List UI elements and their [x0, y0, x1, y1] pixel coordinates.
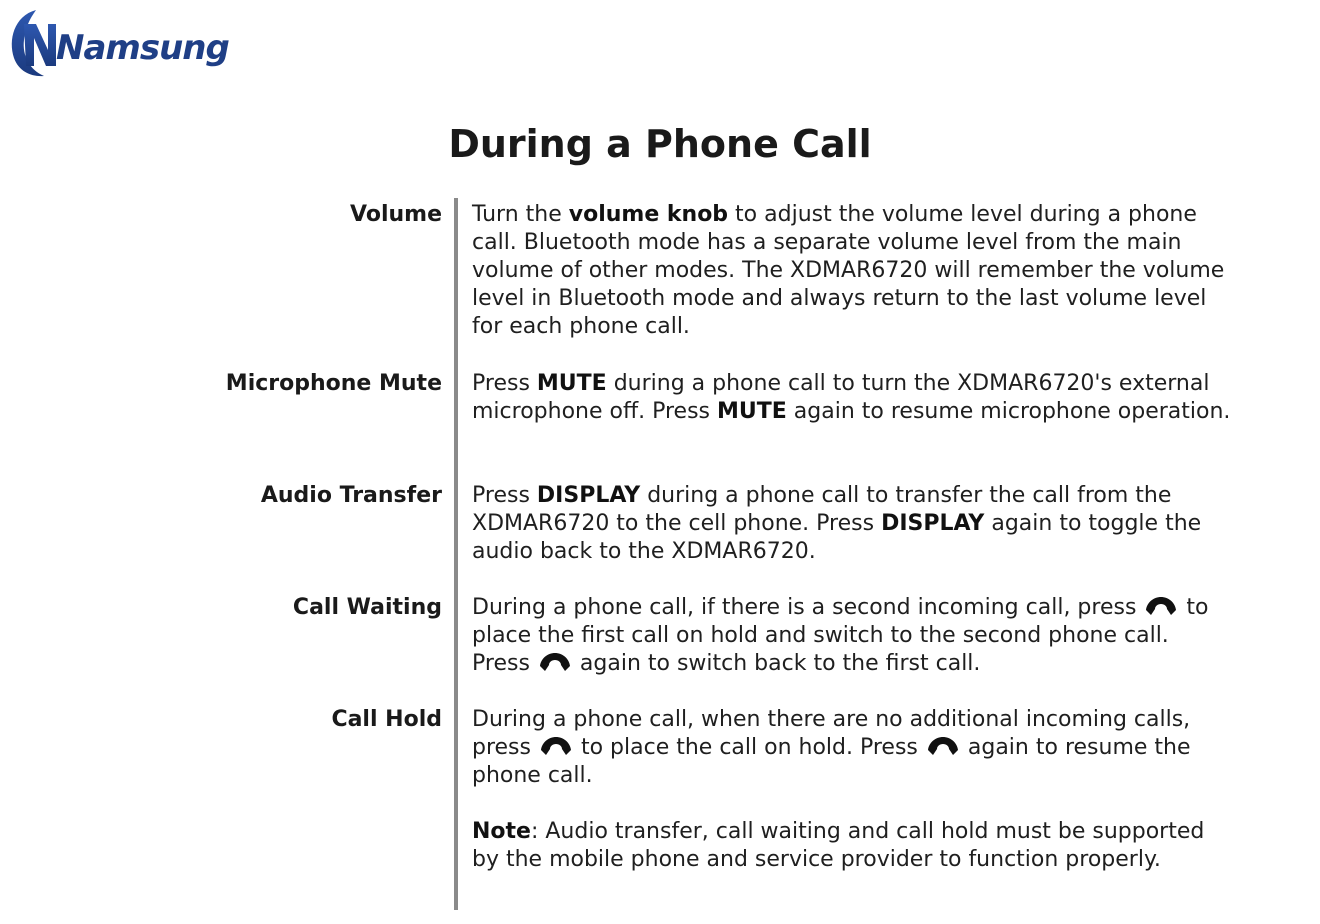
text-run: to adjust the volume level during a phone call. Bluetooth mode has a separate volume level from the main volume of other modes. The XDMAR6720 will remember the volume level in Bluetooth mode and always return to the last volume level for each phone call.	[472, 202, 1225, 339]
bold-term: DISPLAY	[881, 511, 985, 536]
text-run: Press	[472, 483, 537, 508]
section-label: Call Waiting	[292, 595, 442, 620]
text-run: Press	[472, 371, 537, 396]
bold-term: volume knob	[568, 202, 729, 227]
text-run: : Audio transfer, call waiting and call hold must be supported by the mobile phone and service provider to function properly.	[472, 819, 1205, 872]
section-description	[472, 201, 1232, 341]
text-run: again to toggle the audio back to the XDMAR6720.	[472, 511, 1202, 564]
column-divider	[454, 198, 458, 910]
section-description	[472, 370, 1232, 426]
bold-term: Note	[472, 819, 531, 844]
section-description	[472, 818, 1232, 874]
bold-term: MUTE	[536, 371, 607, 396]
section-label: Audio Transfer	[260, 483, 442, 508]
section-label: Microphone Mute	[225, 371, 442, 396]
text-run: again to resume the phone call.	[472, 735, 1191, 788]
section-description	[472, 594, 1232, 678]
phone-handset-icon	[926, 735, 960, 757]
text-run: During a phone call, when there are no additional incoming calls, press	[472, 707, 1191, 760]
phone-handset-icon	[1144, 595, 1178, 617]
bold-term: MUTE	[717, 399, 787, 424]
text-run: to place the first call on hold and switch to the second phone call. Press	[472, 595, 1209, 676]
text-run: to place the call on hold. Press	[573, 735, 925, 760]
namsung-logo	[6, 6, 229, 78]
page-title: During a Phone Call	[448, 122, 872, 166]
text-run: during a phone call to turn the XDMAR6720's external microphone off. Press	[472, 371, 1210, 424]
phone-handset-icon	[538, 651, 572, 673]
text-run: again to switch back to the first call.	[572, 651, 981, 676]
text-run: again to resume microphone operation.	[786, 399, 1231, 424]
logo-wordmark: Namsung	[56, 28, 229, 68]
section-description	[472, 482, 1232, 566]
section-label: Call Hold	[331, 707, 442, 732]
section-description	[472, 706, 1232, 790]
text-run: during a phone call to transfer the call from the XDMAR6720 to the cell phone. Press	[472, 483, 1172, 536]
text-run: Turn the	[472, 202, 569, 227]
section-label: Volume	[350, 202, 442, 227]
phone-handset-icon	[539, 735, 573, 757]
bold-term: DISPLAY	[536, 483, 641, 508]
text-run: During a phone call, if there is a second incoming call, press	[472, 595, 1144, 620]
